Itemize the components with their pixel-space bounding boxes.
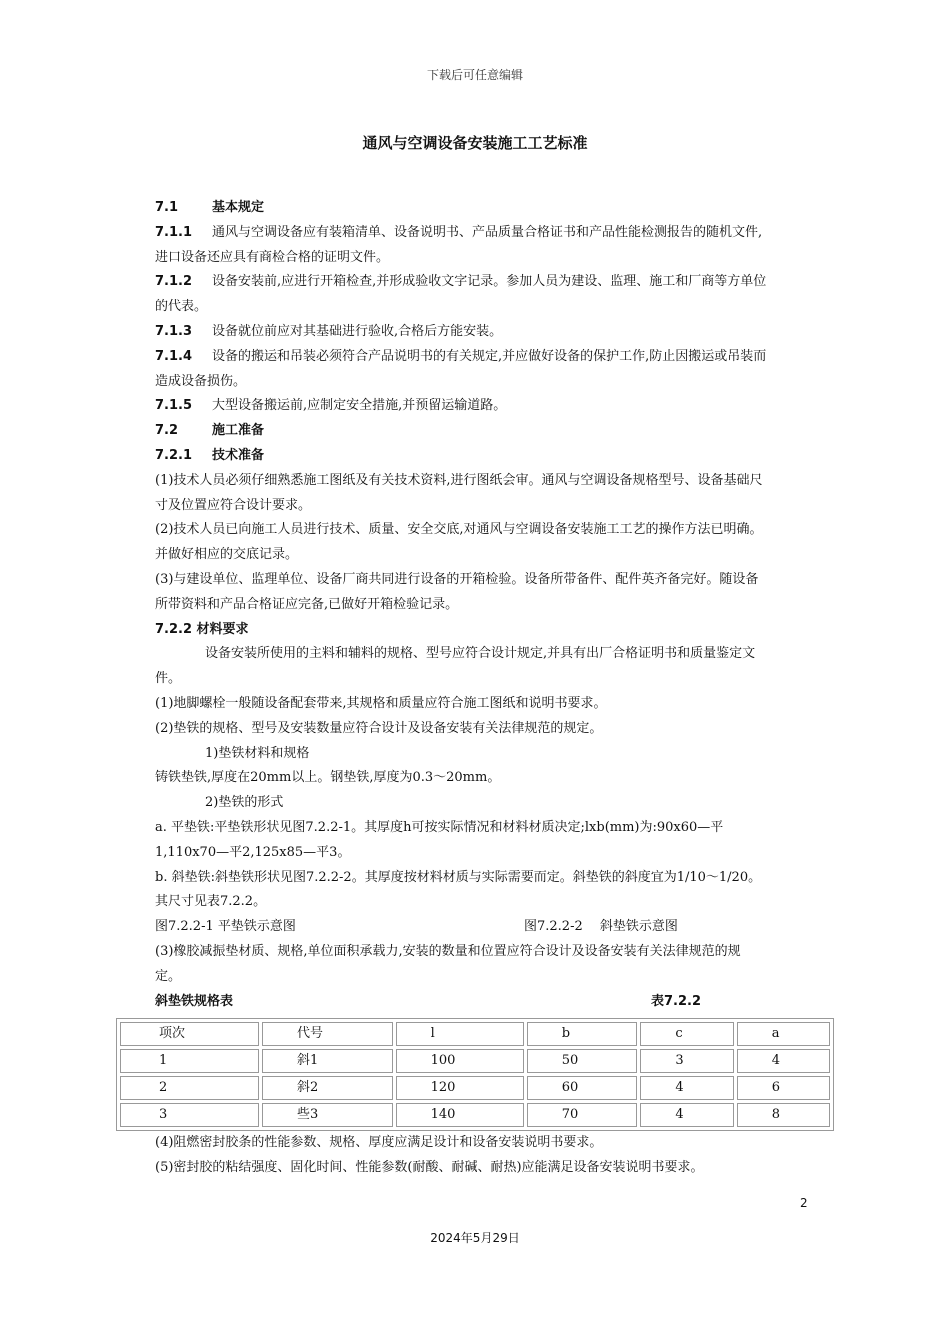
tech-item-1-line1: (1)技术人员必须仔细熟悉施工图纸及有关技术资料,进行图纸会审。通风与空调设备规格型号、设备基础尺 [155, 472, 763, 488]
section-heading: 技术准备 [212, 447, 265, 463]
table-row [120, 1103, 830, 1127]
clause-number: 7.1.3 [155, 323, 193, 339]
taper-shim-table [116, 1018, 834, 1131]
clause-number: 7.1.2 [155, 274, 193, 290]
clause-number: 7.1.4 [155, 348, 193, 364]
clause-number: 7.1.5 [155, 398, 193, 414]
clause-text: 通风与空调设备应有装箱清单、设备说明书、产品质量合格证书和产品性能检测报告的随机文件, [212, 224, 763, 240]
clause-7-1-3 [155, 320, 835, 345]
table-title: 斜垫铁规格表 [155, 993, 234, 1009]
table-cell: 140 [396, 1103, 524, 1127]
table-number: 表7.2.2 [651, 993, 702, 1009]
clause-7-1-4 [155, 345, 835, 370]
section-7-2 [155, 419, 835, 444]
material-intro-line2: 件。 [155, 671, 182, 687]
clause-7-1-1 [155, 221, 835, 246]
clause-7-1-1-cont: 进口设备还应具有商检合格的证明文件。 [155, 249, 390, 265]
table-header-row [120, 1022, 830, 1046]
clause-7-1-2 [155, 270, 835, 295]
clause-7-1-4-cont: 造成设备损伤。 [155, 373, 247, 389]
section-7-2-2: 7.2.2 材料要求 [155, 621, 249, 637]
figure-caption-2: 图7.2.2-2 斜垫铁示意图 [524, 919, 678, 935]
tech-item-2-line2: 并做好相应的交底记录。 [155, 547, 299, 563]
document-body [155, 196, 835, 1181]
table-header-cell: 代号 [262, 1022, 393, 1046]
tech-item-3-line2: 所带资料和产品合格证应完备,已做好开箱检验记录。 [155, 596, 459, 612]
table-header-cell: l [396, 1022, 524, 1046]
table-header-cell: c [640, 1022, 733, 1046]
clause-text: 设备的搬运和吊装必须符合产品说明书的有关规定,并应做好设备的保护工作,防止因搬运或吊装而 [212, 348, 767, 364]
page-header-note: 下载后可任意编辑 [426, 68, 523, 82]
clause-7-1-2-cont: 的代表。 [155, 299, 208, 315]
document-title: 通风与空调设备安装施工工艺标准 [362, 134, 588, 152]
clause-text: 设备安装前,应进行开箱检查,并形成验收文字记录。参加人员为建设、监理、施工和厂商等方单位 [212, 274, 767, 290]
material-item-3-line1: (3)橡胶减振垫材质、规格,单位面积承载力,安装的数量和位置应符合设计及设备安装有关法律规范的规 [155, 943, 741, 959]
flat-shim-line1: a. 平垫铁:平垫铁形状见图7.2.2-1。其厚度h可按实际情况和材料材质决定;lxb(mm)为:90x60—平 [155, 819, 724, 835]
table-cell: 6 [737, 1076, 830, 1100]
material-item-2-sub1: 1)垫铁材料和规格 [205, 745, 310, 761]
table-header-cell: 项次 [120, 1022, 259, 1046]
material-intro-line1: 设备安装所使用的主料和辅料的规格、型号应符合设计规定,并具有出厂合格证明书和质量鉴定文 [205, 646, 756, 662]
table-cell: 120 [396, 1076, 524, 1100]
clause-text: 大型设备搬运前,应制定安全措施,并预留运输道路。 [212, 398, 507, 414]
table-cell: 3 [640, 1049, 733, 1073]
clause-text: 设备就位前应对其基础进行验收,合格后方能安装。 [212, 323, 503, 339]
section-number: 7.1 [155, 200, 179, 215]
table-row [120, 1076, 830, 1100]
table-cell: 70 [527, 1103, 638, 1127]
figure-captions [155, 915, 835, 940]
table-cell: 50 [527, 1049, 638, 1073]
flat-shim-line2: 1,110x70—平2,125x85—平3。 [155, 844, 351, 860]
table-cell: 100 [396, 1049, 524, 1073]
material-item-5: (5)密封胶的粘结强度、固化时间、性能参数(耐酸、耐碱、耐热)应能满足设备安装说明书要求。 [155, 1160, 704, 1176]
figure-caption-1: 图7.2.2-1 平垫铁示意图 [155, 919, 296, 935]
table-cell: 4 [640, 1076, 733, 1100]
table-cell: 8 [737, 1103, 830, 1127]
table-cell: 斜1 [262, 1049, 393, 1073]
material-item-4: (4)阻燃密封胶条的性能参数、规格、厚度应满足设计和设备安装说明书要求。 [155, 1135, 603, 1151]
table-header-cell: b [527, 1022, 638, 1046]
table-row [120, 1049, 830, 1073]
table-header-cell: a [737, 1022, 830, 1046]
material-item-1: (1)地脚螺栓一般随设备配套带来,其规格和质量应符合施工图纸和说明书要求。 [155, 695, 607, 711]
taper-shim-line1: b. 斜垫铁:斜垫铁形状见图7.2.2-2。其厚度按材料材质与实际需要而定。斜垫铁的斜度宜为1/10～1/20。 [155, 869, 762, 885]
section-number: 7.2.1 [155, 447, 193, 463]
table-cell: 些3 [262, 1103, 393, 1127]
table-cell: 斜2 [262, 1076, 393, 1100]
page-number: 2 [800, 1196, 808, 1210]
material-item-2-sub2: 2)垫铁的形式 [205, 795, 284, 811]
tech-item-3-line1: (3)与建设单位、监理单位、设备厂商共同进行设备的开箱检验。设备所带备件、配件英齐备完好。随设备 [155, 571, 759, 587]
tech-item-1-line2: 寸及位置应符合设计要求。 [155, 497, 312, 513]
table-caption [155, 990, 835, 1015]
material-item-2: (2)垫铁的规格、型号及安装数量应符合设计及设备安装有关法律规范的规定。 [155, 720, 603, 736]
table-cell: 1 [120, 1049, 259, 1073]
table-cell: 3 [120, 1103, 259, 1127]
section-7-2-1 [155, 444, 835, 469]
section-heading: 基本规定 [212, 200, 265, 215]
table-cell: 60 [527, 1076, 638, 1100]
clause-number: 7.1.1 [155, 224, 193, 240]
section-heading: 施工准备 [212, 423, 265, 439]
footer-date: 2024年5月29日 [430, 1231, 520, 1245]
section-number: 7.2 [155, 423, 179, 439]
taper-shim-line2: 其尺寸见表7.2.2。 [155, 894, 267, 910]
table-cell: 4 [737, 1049, 830, 1073]
section-7-1 [155, 196, 835, 221]
material-item-2-sub1-text: 铸铁垫铁,厚度在20mm以上。钢垫铁,厚度为0.3～20mm。 [155, 770, 501, 786]
table-cell: 2 [120, 1076, 259, 1100]
clause-7-1-5 [155, 394, 835, 419]
material-item-3-line2: 定。 [155, 968, 182, 984]
table-cell: 4 [640, 1103, 733, 1127]
tech-item-2-line1: (2)技术人员已向施工人员进行技术、质量、安全交底,对通风与空调设备安装施工工艺的操作方法已明确。 [155, 522, 763, 538]
